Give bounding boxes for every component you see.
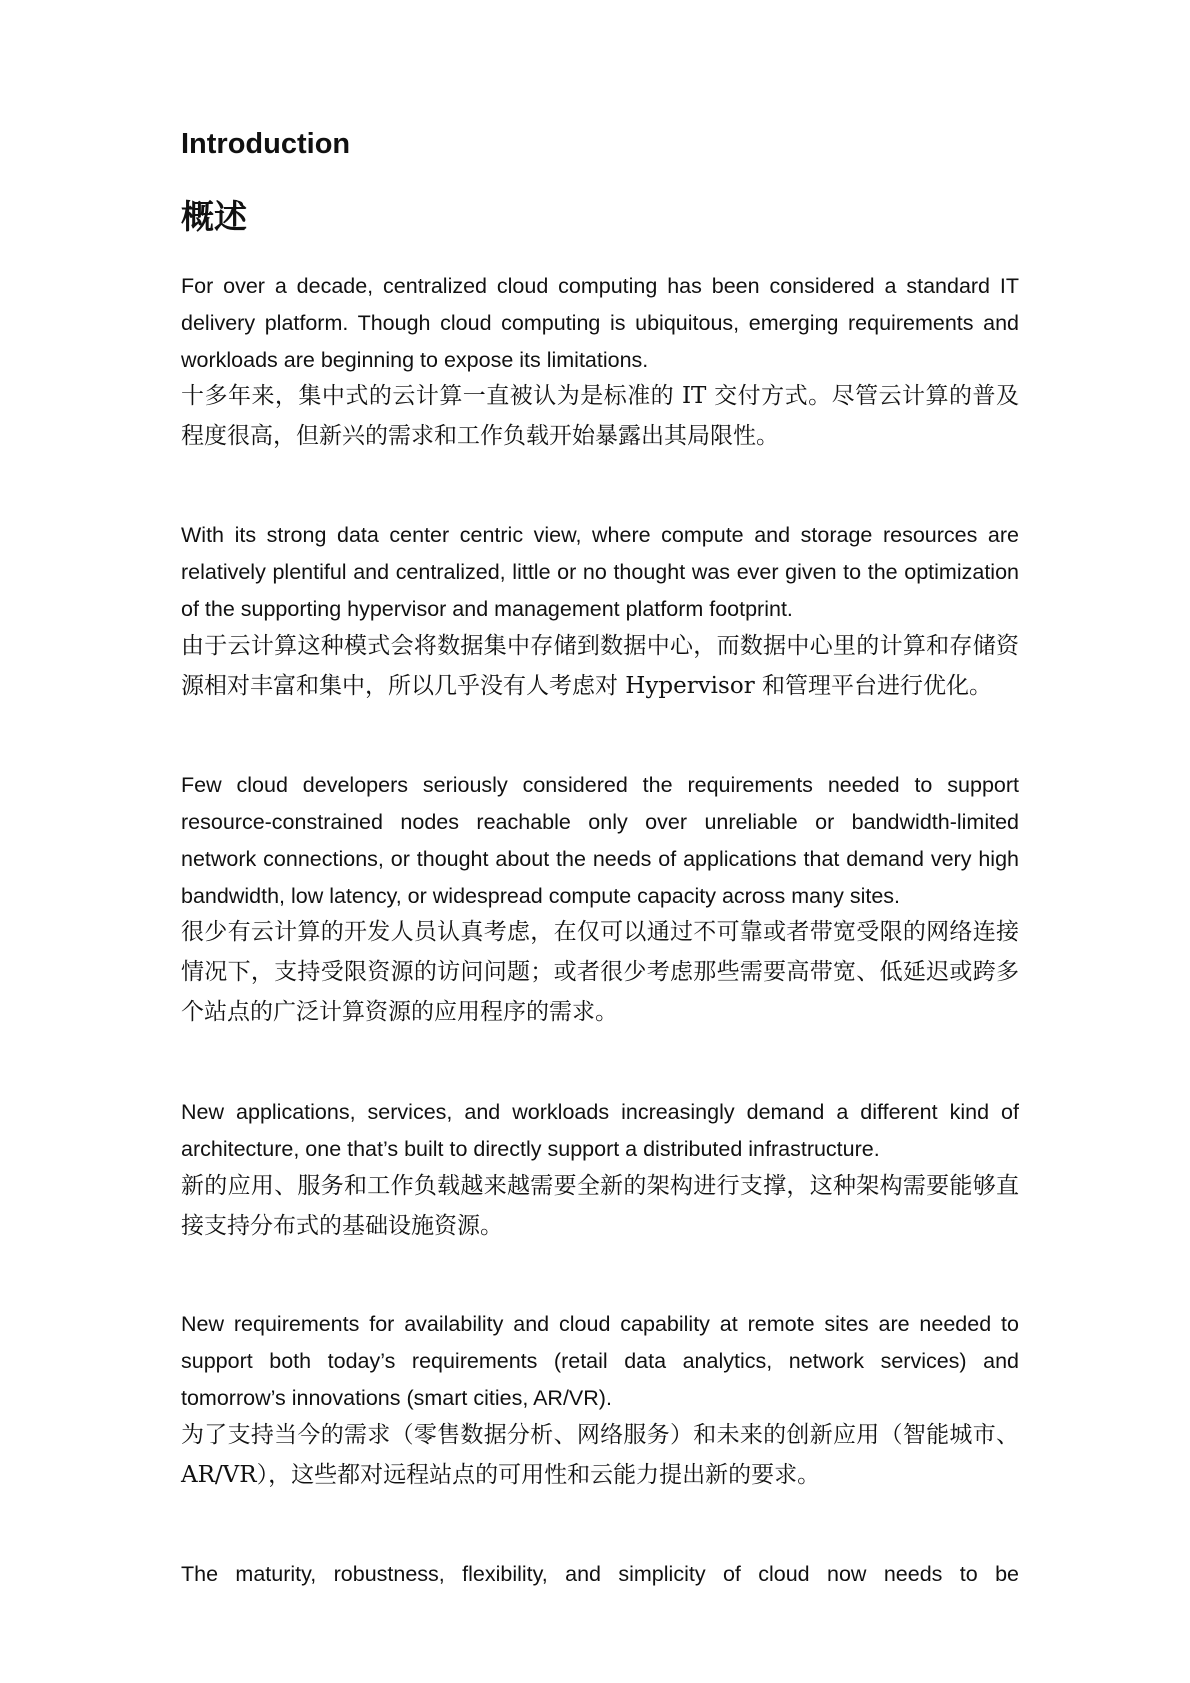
document-page — [181, 0, 1019, 1683]
paragraph-zh-3: 很少有云计算的开发人员认真考虑，在仅可以通过不可靠或者带宽受限的网络连接情况下，支持受限资源的访问问题；或者很少考虑那些需要高带宽、低延迟或跨多个站点的广泛计算资源的应用程序的需求。 — [181, 919, 1019, 1025]
paragraph-zh-1: 十多年来，集中式的云计算一直被认为是标准的 IT 交付方式。尽管云计算的普及程度很高，但新兴的需求和工作负载开始暴露出其局限性。 — [181, 383, 1019, 449]
paragraph-en-3: Few cloud developers seriously considered the requirements needed to support resource-constrained nodes reachable only over unreliable or bandwidth-limited network connections, or thought about the needs of applications that demand very high bandwidth, low latency, or widespread compute capacity across many sites. — [181, 773, 1019, 908]
title-chinese: 概述 — [181, 197, 247, 236]
paragraph-en-5: New requirements for availability and cloud capability at remote sites are needed to support both today’s requirements (retail data analytics, network services) and tomorrow’s innovations (smart cities, AR/VR). — [181, 1312, 1019, 1410]
paragraph-en-4: New applications, services, and workloads increasingly demand a different kind of architecture, one that’s built to directly support a distributed infrastructure. — [181, 1100, 1019, 1161]
paragraph-en-1: For over a decade, centralized cloud computing has been considered a standard IT delivery platform. Though cloud computing is ubiquitous, emerging requirements and workloads are beginning to expose its limitations. — [181, 274, 1019, 372]
paragraph-zh-5: 为了支持当今的需求（零售数据分析、网络服务）和未来的创新应用（智能城市、AR/VR），这些都对远程站点的可用性和云能力提出新的要求。 — [181, 1422, 1019, 1488]
paragraph-zh-2: 由于云计算这种模式会将数据集中存储到数据中心，而数据中心里的计算和存储资源相对丰富和集中，所以几乎没有人考虑对 Hypervisor 和管理平台进行优化。 — [181, 633, 1019, 699]
paragraph-en-6: The maturity, robustness, flexibility, and simplicity of cloud now needs to be — [181, 1562, 1019, 1586]
paragraph-zh-4: 新的应用、服务和工作负载越来越需要全新的架构进行支撑，这种架构需要能够直接支持分布式的基础设施资源。 — [181, 1173, 1019, 1239]
paragraph-en-2: With its strong data center centric view, where compute and storage resources are relatively plentiful and centralized, little or no thought was ever given to the optimization of the supporting hypervisor and management platform footprint. — [181, 523, 1019, 621]
title-english: Introduction — [181, 128, 351, 160]
